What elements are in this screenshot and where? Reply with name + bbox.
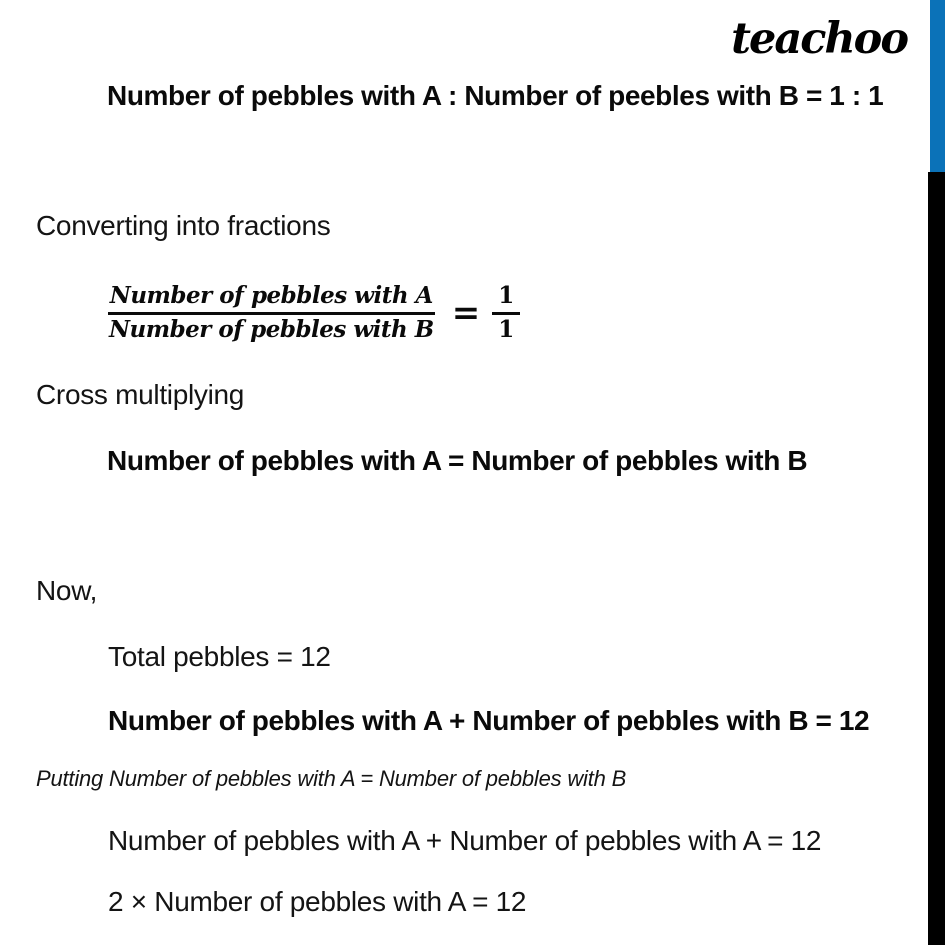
accent-bar-blue <box>930 0 945 172</box>
equals-sign: = <box>451 293 481 334</box>
rhs-numerator: 1 <box>492 283 520 315</box>
ratio-statement: Number of pebbles with A : Number of peebles with B = 1 : 1 <box>107 80 884 111</box>
substituted-equation: Number of pebbles with A + Number of pebbles with A = 12 <box>108 825 822 856</box>
fraction-equation <box>107 283 520 344</box>
cross-multiplying-label: Cross multiplying <box>36 379 245 410</box>
final-equation: 2 × Number of pebbles with A = 12 <box>108 886 527 917</box>
lhs-fraction <box>107 283 436 344</box>
converting-label: Converting into fractions <box>36 210 331 241</box>
now-label: Now, <box>36 575 98 606</box>
putting-note: Putting Number of pebbles with A = Number of pebbles with B <box>36 766 627 791</box>
fraction-denominator: Number of pebbles with B <box>109 316 434 344</box>
rhs-fraction <box>492 283 520 344</box>
teachoo-logo: teachoo <box>731 14 907 64</box>
accent-bar-black <box>928 172 945 945</box>
total-pebbles-line: Total pebbles = 12 <box>108 641 331 672</box>
rhs-denominator: 1 <box>498 316 515 344</box>
fraction-numerator: Number of pebbles with A <box>108 283 435 315</box>
equality-statement: Number of pebbles with A = Number of pebbles with B <box>107 445 808 476</box>
sum-statement: Number of pebbles with A + Number of pebbles with B = 12 <box>108 705 870 736</box>
